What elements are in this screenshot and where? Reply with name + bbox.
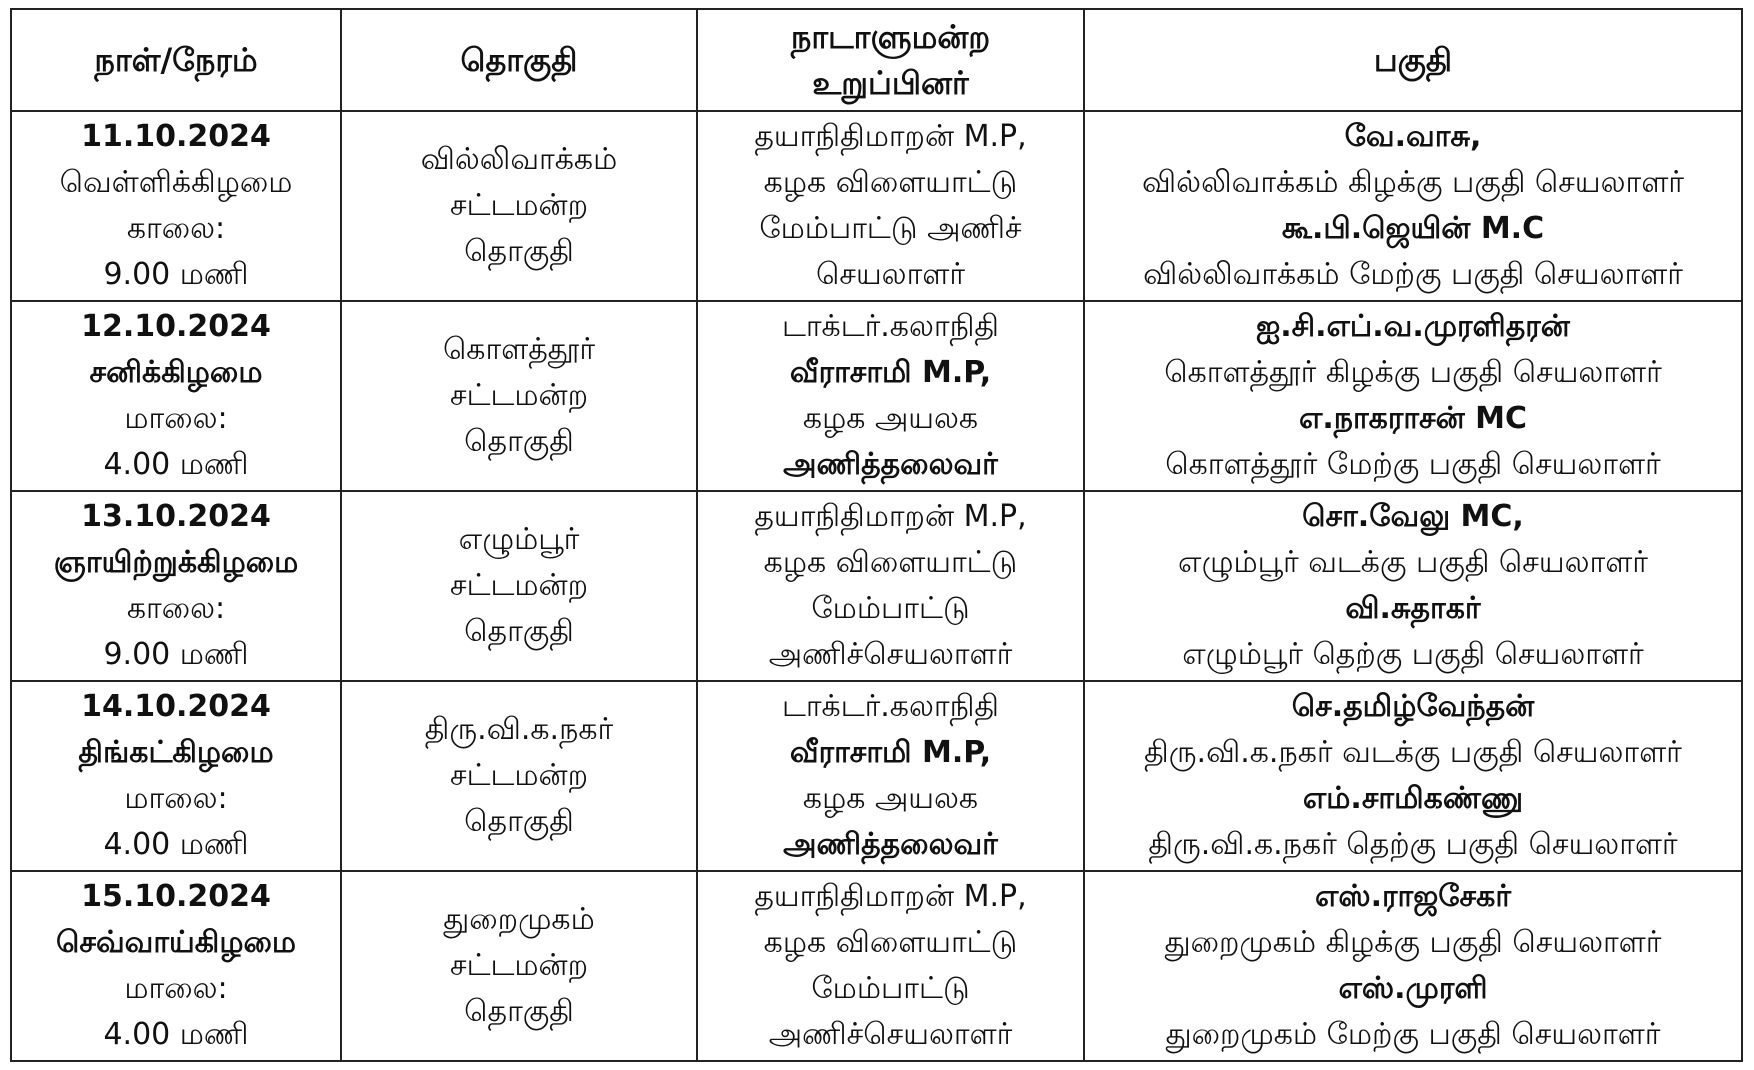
header-row bbox=[11, 9, 1742, 111]
time-text: 9.00 மணி bbox=[103, 257, 249, 292]
mp-cell bbox=[697, 871, 1084, 1061]
area-role-2: வில்லிவாக்கம் மேற்கு பகுதி செயலாளர் bbox=[1143, 257, 1683, 292]
area-role-1: திரு.வி.க.நகர் வடக்கு பகுதி செயலாளர் bbox=[1144, 735, 1682, 770]
date-text: 12.10.2024 bbox=[81, 309, 271, 344]
constituency-name: வில்லிவாக்கம் bbox=[420, 142, 618, 177]
table-row bbox=[11, 681, 1742, 871]
header-date-time: நாள்/நேரம் bbox=[11, 9, 341, 111]
area-person-2: எஸ்.முரளி bbox=[1338, 971, 1488, 1006]
area-cell bbox=[1084, 301, 1742, 491]
day-text: ஞாயிற்றுக்கிழமை bbox=[53, 545, 299, 580]
mp-role-1: கழக விளையாட்டு bbox=[763, 545, 1018, 580]
mp-cell bbox=[697, 681, 1084, 871]
mp-cell bbox=[697, 111, 1084, 301]
date-time-cell bbox=[11, 871, 341, 1061]
day-text: செவ்வாய்கிழமை bbox=[55, 925, 297, 960]
table-row bbox=[11, 111, 1742, 301]
constituency-name: எழும்பூர் bbox=[458, 522, 580, 557]
mp-role-3: அணித்தலைவர் bbox=[783, 827, 998, 862]
area-cell bbox=[1084, 681, 1742, 871]
header-constituency: தொகுதி bbox=[341, 9, 697, 111]
constituency-word: தொகுதி bbox=[464, 994, 574, 1029]
session-text: மாலை: bbox=[124, 401, 228, 436]
area-person-1: வே.வாசு, bbox=[1344, 119, 1482, 154]
constituency-word: தொகுதி bbox=[464, 804, 574, 839]
session-text: காலை: bbox=[126, 211, 226, 246]
constituency-cell bbox=[341, 491, 697, 681]
area-role-1: எழும்பூர் வடக்கு பகுதி செயலாளர் bbox=[1178, 545, 1648, 580]
area-role-1: கொளத்தூர் கிழக்கு பகுதி செயலாளர் bbox=[1164, 355, 1662, 390]
area-person-1: ஐ.சி.எப்.வ.முரளிதரன் bbox=[1256, 309, 1570, 344]
header-mp-line1: நாடாளுமன்ற bbox=[790, 18, 991, 56]
area-person-1: செ.தமிழ்வேந்தன் bbox=[1291, 689, 1535, 724]
time-text: 9.00 மணி bbox=[103, 637, 249, 672]
mp-role-1: வீராசாமி M.P, bbox=[789, 735, 992, 770]
mp-name: டாக்டர்.கலாநிதி bbox=[781, 689, 1000, 724]
mp-name: தயாநிதிமாறன் M.P, bbox=[754, 499, 1027, 534]
mp-role-1: வீராசாமி M.P, bbox=[789, 355, 992, 390]
area-person-2: வி.சுதாகர் bbox=[1345, 591, 1481, 626]
mp-role-3: அணித்தலைவர் bbox=[783, 447, 998, 482]
date-text: 14.10.2024 bbox=[81, 689, 271, 724]
time-text: 4.00 மணி bbox=[103, 827, 249, 862]
mp-role-3: அணிச்செயலாளர் bbox=[768, 1017, 1013, 1052]
date-text: 11.10.2024 bbox=[81, 119, 271, 154]
table-row bbox=[11, 491, 1742, 681]
time-text: 4.00 மணி bbox=[103, 1017, 249, 1052]
area-person-2: கூ.பி.ஜெயின் M.C bbox=[1281, 211, 1545, 246]
area-person-2: எம்.சாமிகண்ணு bbox=[1302, 781, 1524, 816]
constituency-type: சட்டமன்ற bbox=[449, 378, 589, 413]
date-text: 13.10.2024 bbox=[81, 499, 271, 534]
area-role-2: துறைமுகம் மேற்கு பகுதி செயலாளர் bbox=[1165, 1017, 1661, 1052]
area-role-2: எழும்பூர் தெற்கு பகுதி செயலாளர் bbox=[1182, 637, 1644, 672]
header-mp-line2: உறுப்பினர் bbox=[812, 64, 969, 102]
mp-role-1: கழக விளையாட்டு bbox=[763, 165, 1018, 200]
constituency-name: துறைமுகம் bbox=[443, 902, 595, 937]
area-cell bbox=[1084, 871, 1742, 1061]
constituency-cell bbox=[341, 301, 697, 491]
constituency-word: தொகுதி bbox=[464, 614, 574, 649]
mp-role-2: கழக அயலக bbox=[802, 401, 979, 436]
mp-role-1: கழக விளையாட்டு bbox=[763, 925, 1018, 960]
mp-cell bbox=[697, 491, 1084, 681]
mp-role-2: மேம்பாட்டு bbox=[811, 971, 970, 1006]
day-text: சனிக்கிழமை bbox=[89, 355, 263, 390]
constituency-cell bbox=[341, 871, 697, 1061]
mp-role-2: மேம்பாட்டு அணிச் bbox=[759, 211, 1022, 246]
area-role-1: துறைமுகம் கிழக்கு பகுதி செயலாளர் bbox=[1164, 925, 1662, 960]
date-time-cell bbox=[11, 111, 341, 301]
mp-name: டாக்டர்.கலாநிதி bbox=[781, 309, 1000, 344]
area-cell bbox=[1084, 491, 1742, 681]
schedule-table bbox=[10, 8, 1743, 1062]
mp-role-2: மேம்பாட்டு bbox=[811, 591, 970, 626]
date-text: 15.10.2024 bbox=[81, 879, 271, 914]
day-text: திங்கட்கிழமை bbox=[78, 735, 274, 770]
constituency-cell bbox=[341, 681, 697, 871]
constituency-type: சட்டமன்ற bbox=[449, 568, 589, 603]
area-person-1: சொ.வேலு MC, bbox=[1302, 499, 1524, 534]
area-role-2: திரு.வி.க.நகர் தெற்கு பகுதி செயலாளர் bbox=[1148, 827, 1678, 862]
session-text: மாலை: bbox=[124, 971, 228, 1006]
area-role-1: வில்லிவாக்கம் கிழக்கு பகுதி செயலாளர் bbox=[1142, 165, 1684, 200]
mp-role-3: அணிச்செயலாளர் bbox=[768, 637, 1013, 672]
constituency-type: சட்டமன்ற bbox=[449, 188, 589, 223]
date-time-cell bbox=[11, 301, 341, 491]
mp-cell bbox=[697, 301, 1084, 491]
constituency-word: தொகுதி bbox=[464, 424, 574, 459]
constituency-type: சட்டமன்ற bbox=[449, 948, 589, 983]
constituency-name: கொளத்தூர் bbox=[442, 332, 596, 367]
mp-role-2: கழக அயலக bbox=[802, 781, 979, 816]
mp-role-3: செயலாளர் bbox=[815, 257, 965, 292]
area-person-2: எ.நாகராசன் MC bbox=[1298, 401, 1528, 436]
constituency-type: சட்டமன்ற bbox=[449, 758, 589, 793]
session-text: மாலை: bbox=[124, 781, 228, 816]
table-row bbox=[11, 301, 1742, 491]
table-row bbox=[11, 871, 1742, 1061]
constituency-name: திரு.வி.க.நகர் bbox=[424, 712, 614, 747]
mp-name: தயாநிதிமாறன் M.P, bbox=[754, 879, 1027, 914]
constituency-word: தொகுதி bbox=[464, 234, 574, 269]
date-time-cell bbox=[11, 681, 341, 871]
area-person-1: எஸ்.ராஜசேகர் bbox=[1315, 879, 1511, 914]
constituency-cell bbox=[341, 111, 697, 301]
area-cell bbox=[1084, 111, 1742, 301]
header-mp bbox=[697, 9, 1084, 111]
day-text: வெள்ளிக்கிழமை bbox=[59, 165, 293, 200]
date-time-cell bbox=[11, 491, 341, 681]
area-role-2: கொளத்தூர் மேற்கு பகுதி செயலாளர் bbox=[1165, 447, 1661, 482]
session-text: காலை: bbox=[126, 591, 226, 626]
time-text: 4.00 மணி bbox=[103, 447, 249, 482]
header-area: பகுதி bbox=[1084, 9, 1742, 111]
mp-name: தயாநிதிமாறன் M.P, bbox=[754, 119, 1027, 154]
